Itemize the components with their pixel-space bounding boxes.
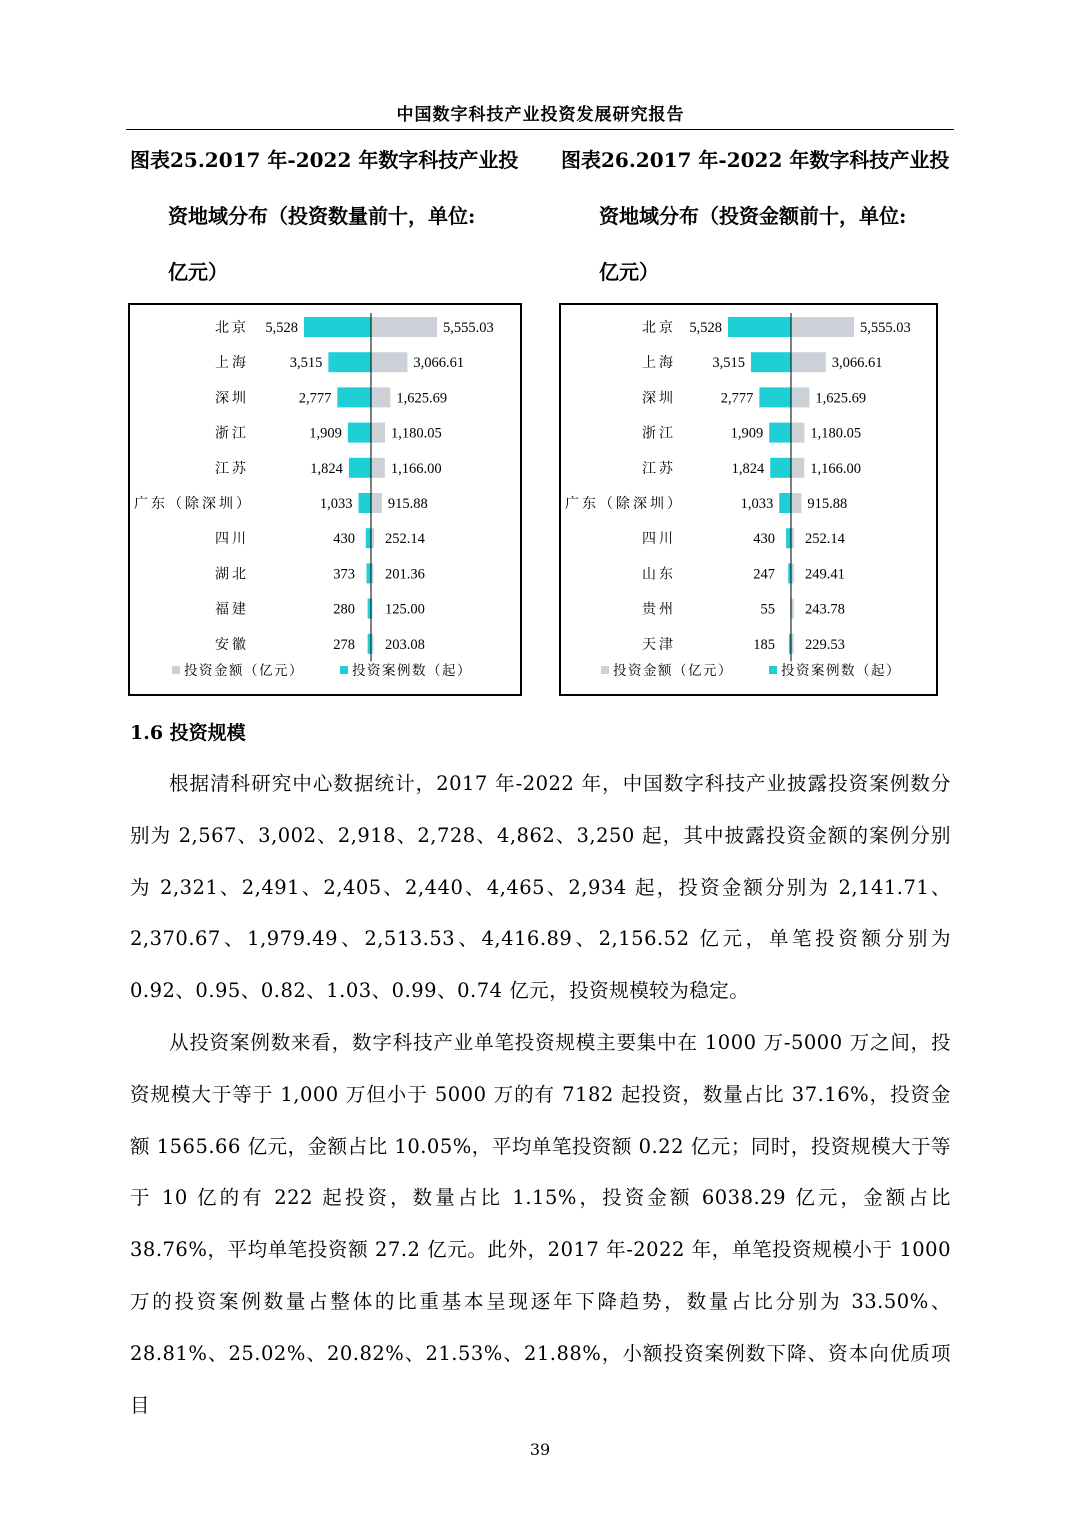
bar-amount (371, 352, 407, 372)
data-label-amount: 3,066.61 (831, 355, 883, 372)
bar-cases (786, 528, 791, 548)
category-label: 上海 (642, 355, 676, 372)
data-label-cases: 3,515 (289, 355, 323, 372)
data-label-cases: 2,777 (298, 390, 332, 407)
page-header: 中国数字科技产业投资发展研究报告 (396, 105, 685, 125)
bar-amount (791, 317, 854, 337)
category-label: 深圳 (642, 390, 676, 407)
legend-label-amount: 投资金额（亿元） (613, 663, 733, 679)
paragraph-text: 从投资案例数来看，数字科技产业单笔投资规模主要集中在 1000 万-5000 万之间，投资规模大于等于 1,000 万但小于 5000 万的有 7182 起投资，数量占比 37.16%，投资金额 1565.66 亿元，金额占比 10.05%，平均单笔投资额 0.22 亿元；同时，投资规模大于等于 10 亿的有 222 起投资，数量占比 1.15%，投资金额 6038.29 亿元，金额占比 38.76%，平均单笔投资额 27.2 亿元。此外，2017 年-2022 年，单笔投资规模小于 1000 万的投资案例数量占整体的比重基本呈现逐年下降趋势，数量占比分别为 33.50%、28.81%、25.02%、20.82%、21.53%、21.88%，小额投资案例数下降、资本向优质项目 (130, 1031, 951, 1417)
body-paragraph (130, 1017, 951, 1431)
bar-cases (368, 599, 371, 619)
data-label-cases: 55 (760, 601, 775, 618)
bar-cases (349, 458, 371, 478)
chart-svg (561, 305, 936, 694)
body-paragraph (130, 758, 951, 1017)
legend-swatch-cases (769, 666, 777, 674)
category-label: 福建 (215, 601, 249, 618)
bar-amount (371, 387, 390, 407)
data-label-amount: 5,555.03 (860, 320, 911, 336)
data-label-amount: 915.88 (387, 496, 428, 512)
bar-cases (770, 458, 791, 478)
data-label-cases: 2,777 (720, 390, 754, 407)
data-label-cases: 5,528 (689, 320, 722, 336)
bar-cases (368, 634, 371, 654)
category-label: 山东 (642, 566, 676, 583)
category-label: 广东（除深圳） (565, 496, 684, 512)
bar-cases (337, 387, 371, 407)
category-label: 贵州 (642, 601, 676, 618)
data-label-cases: 430 (753, 531, 775, 548)
data-label-cases: 373 (333, 566, 355, 583)
category-label: 浙江 (215, 425, 249, 442)
caption-line: 图表25.2017 年-2022 年数字科技产业投 (130, 148, 519, 172)
data-label-amount: 1,166.00 (810, 460, 861, 477)
bar-amount (791, 493, 801, 513)
data-label-cases: 430 (333, 531, 355, 548)
bar-amount (791, 458, 804, 478)
bar-amount (791, 387, 809, 407)
legend-label-amount: 投资金额（亿元） (184, 663, 304, 679)
legend-label-cases: 投资案例数（起） (352, 663, 472, 679)
data-label-cases: 3,515 (712, 355, 745, 372)
data-label-cases: 1,909 (309, 425, 342, 442)
caption-line: 资地域分布（投资数量前十，单位: (168, 204, 476, 228)
chart-caption-right (561, 132, 949, 300)
caption-line: 图表26.2017 年-2022 年数字科技产业投 (561, 148, 950, 172)
data-label-amount: 229.53 (805, 636, 845, 653)
bar-cases (751, 352, 791, 372)
bar-amount (371, 423, 385, 443)
bar-cases (769, 423, 791, 443)
data-label-amount: 1,625.69 (396, 390, 448, 407)
category-label: 四川 (215, 531, 249, 548)
data-label-cases: 185 (753, 636, 775, 653)
data-label-amount: 1,180.05 (810, 425, 862, 442)
category-label: 深圳 (215, 390, 249, 407)
data-label-amount: 201.36 (385, 566, 425, 583)
bar-cases (328, 352, 371, 372)
legend-swatch-amount (601, 666, 609, 674)
category-label: 四川 (642, 531, 676, 548)
category-label: 天津 (642, 636, 676, 653)
data-label-cases: 1,824 (731, 460, 765, 477)
legend-label-cases: 投资案例数（起） (781, 663, 901, 679)
data-label-cases: 278 (333, 636, 355, 653)
data-label-amount: 243.78 (805, 601, 845, 618)
section-title: 1.6 投资规模 (130, 722, 246, 744)
bar-cases (366, 528, 371, 548)
category-label: 北京 (215, 320, 249, 336)
bar-amount (371, 317, 437, 337)
chart-caption-left (130, 132, 518, 300)
bar-amount (791, 423, 804, 443)
category-label: 浙江 (642, 425, 676, 442)
paragraph-text: 根据清科研究中心数据统计，2017 年-2022 年，中国数字科技产业披露投资案例数分别为 2,567、3,002、2,918、2,728、4,862、3,250 起，其中披露投资金额的案例分别为 2,321、2,491、2,405、2,440、4,465、2,934 起，投资金额分别为 2,141.71、2,370.67、1,979.49、2,513.53、4,416.89、2,156.52 亿元，单笔投资额分别为 0.92、0.95、0.82、1.03、0.99、0.74 亿元，投资规模较为稳定。 (130, 772, 951, 1003)
data-label-cases: 247 (753, 566, 775, 583)
data-label-cases: 1,033 (740, 496, 774, 512)
bar-cases (728, 317, 791, 337)
chart-region-count-top10 (128, 303, 522, 696)
bar-amount (791, 352, 826, 372)
caption-line: 资地域分布（投资金额前十，单位: (599, 204, 907, 228)
header-rule (126, 129, 954, 130)
data-label-amount: 1,180.05 (391, 425, 442, 442)
data-label-amount: 3,066.61 (413, 355, 465, 372)
bar-cases (779, 493, 791, 513)
category-label: 江苏 (642, 460, 676, 477)
bar-amount (371, 458, 385, 478)
chart-region-amount-top10 (559, 303, 938, 696)
data-label-amount: 252.14 (805, 531, 845, 548)
page-number: 39 (529, 1440, 551, 1459)
bar-amount (371, 493, 382, 513)
data-label-amount: 5,555.03 (443, 320, 494, 336)
data-label-cases: 1,909 (730, 425, 764, 442)
data-label-cases: 1,033 (319, 496, 353, 512)
data-label-amount: 125.00 (385, 601, 425, 618)
category-label: 安徽 (215, 636, 249, 653)
data-label-cases: 5,528 (265, 320, 298, 336)
data-label-cases: 280 (333, 601, 355, 618)
category-label: 广东（除深圳） (134, 496, 253, 512)
bar-cases (759, 387, 791, 407)
chart-svg (130, 305, 520, 694)
category-label: 江苏 (215, 460, 249, 477)
category-label: 上海 (215, 355, 249, 372)
bar-cases (366, 563, 371, 583)
category-label: 湖北 (215, 566, 249, 583)
data-label-amount: 203.08 (385, 636, 425, 653)
bar-cases (304, 317, 371, 337)
data-label-amount: 1,166.00 (390, 460, 442, 477)
legend-swatch-cases (340, 666, 348, 674)
data-label-amount: 252.14 (385, 531, 425, 548)
bar-cases (348, 423, 371, 443)
data-label-cases: 1,824 (310, 460, 343, 477)
legend-swatch-amount (172, 666, 180, 674)
category-label: 北京 (642, 320, 676, 336)
data-label-amount: 915.88 (807, 496, 848, 512)
bar-cases (358, 493, 371, 513)
caption-line: 亿元） (168, 260, 228, 284)
caption-line: 亿元） (599, 260, 659, 284)
data-label-amount: 249.41 (805, 566, 845, 583)
data-label-amount: 1,625.69 (815, 390, 867, 407)
